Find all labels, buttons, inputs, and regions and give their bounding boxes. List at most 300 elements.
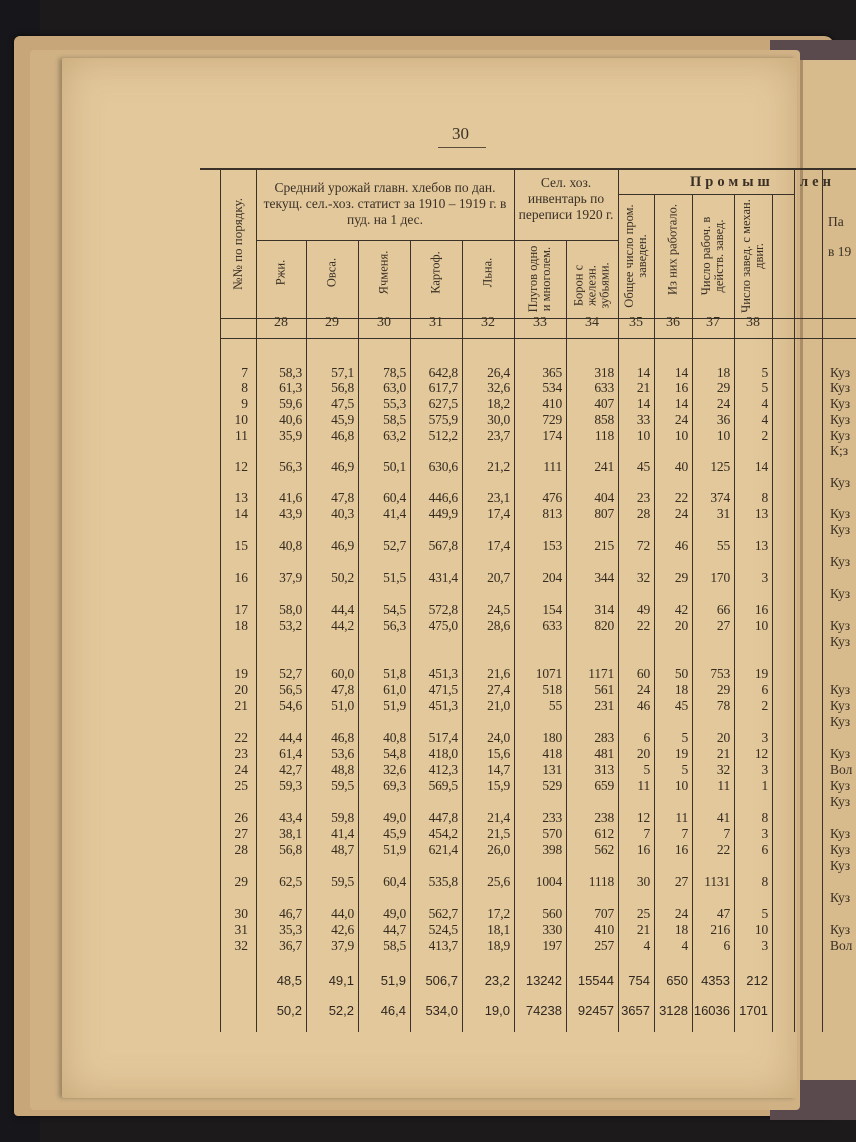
right-fragment: Куз [830, 506, 851, 521]
row-number: 17 [234, 602, 248, 617]
table-cell: 7 [681, 826, 688, 841]
table-cell: 257 [594, 938, 614, 953]
table-cell: 20 [636, 746, 650, 761]
table-cell: 131 [542, 762, 562, 777]
table-cell: 50,2 [331, 570, 354, 585]
row-number: 31 [234, 922, 248, 937]
table-cell: 407 [594, 396, 614, 411]
table-cell: 570 [542, 826, 562, 841]
table-cell: 753 [710, 666, 730, 681]
table-cell: 38,1 [279, 826, 302, 841]
table-cell: 1171 [588, 666, 614, 681]
header-col-5: Льна. [480, 257, 495, 288]
right-fragment: Куз [830, 794, 851, 809]
table-cell: 621,4 [428, 842, 458, 857]
table-cell: 48,7 [331, 842, 354, 857]
table-cell: 512,2 [428, 428, 458, 443]
table-cell: 10 [674, 428, 688, 443]
header-col-10: Число рабоч. в действ. завед. [699, 216, 726, 296]
table-cell: 5 [761, 380, 768, 395]
header-right-top: Па [828, 214, 844, 229]
table-cell: 60,0 [331, 666, 354, 681]
table-cell: 529 [542, 778, 562, 793]
header-col-6: Плугов одно и многолем. [526, 245, 553, 313]
table-cell: 125 [710, 459, 730, 474]
total-cell: 3128 [659, 1003, 688, 1018]
table-cell: 59,5 [331, 778, 354, 793]
table-cell: 21,4 [487, 810, 510, 825]
table-cell: 24 [674, 906, 688, 921]
total-cell: 92457 [577, 1003, 614, 1018]
table-cell: 32,6 [487, 380, 510, 395]
column-number: 36 [666, 315, 680, 330]
table-cell: 233 [542, 810, 562, 825]
table-cell: 475,0 [428, 618, 458, 633]
table-cell: 6 [761, 682, 768, 697]
table-cell: 1 [761, 778, 768, 793]
column-number: 28 [274, 315, 288, 330]
row-number: 14 [234, 506, 248, 521]
table-cell: 44,4 [279, 730, 302, 745]
table-cell: 6 [761, 842, 768, 857]
header-right-sub: в 19 [828, 244, 852, 259]
table-cell: 431,4 [428, 570, 458, 585]
table-cell: 10 [716, 428, 730, 443]
table-cell: 35,9 [279, 428, 302, 443]
table-cell: 26,4 [487, 365, 510, 380]
table-cell: 20 [674, 618, 688, 633]
table-cell: 27 [716, 618, 730, 633]
row-number: 19 [234, 666, 248, 681]
row-number: 30 [234, 906, 248, 921]
table-cell: 18 [674, 922, 688, 937]
right-fragment: Куз [830, 778, 851, 793]
table-cell: 451,3 [428, 666, 458, 681]
total-cell: 4353 [701, 973, 730, 988]
table-cell: 55,3 [383, 396, 406, 411]
table-cell: 63,0 [383, 380, 406, 395]
table-cell: 111 [543, 459, 562, 474]
table-cell: 35,3 [279, 922, 302, 937]
table-cell: 2 [761, 428, 768, 443]
table-cell: 30 [636, 874, 650, 889]
column-number: 33 [533, 315, 547, 330]
row-number: 29 [234, 874, 248, 889]
table-cell: 28 [636, 506, 650, 521]
table-cell: 51,9 [383, 698, 406, 713]
total-cell: 48,5 [276, 973, 302, 988]
column-number: 32 [481, 315, 495, 330]
header-col-11: Число завед. с механ. двиг. [739, 199, 766, 313]
table-cell: 36,7 [279, 938, 302, 953]
table-cell: 4 [761, 412, 768, 427]
table-cell: 30,0 [487, 412, 510, 427]
row-number: 12 [234, 459, 248, 474]
right-fragment: Куз [830, 634, 851, 649]
total-cell: 1701 [739, 1003, 768, 1018]
table-cell: 29 [674, 570, 688, 585]
table-cell: 16 [674, 842, 688, 857]
right-fragment: Куз [830, 412, 851, 427]
right-fragment: Куз [830, 522, 851, 537]
table-cell: 4 [643, 938, 650, 953]
table-cell: 17,4 [487, 538, 510, 553]
table-cell: 6 [643, 730, 650, 745]
table-cell: 314 [594, 602, 614, 617]
column-number: 34 [585, 315, 599, 330]
table-cell: 21 [716, 746, 730, 761]
total-cell: 46,4 [380, 1003, 406, 1018]
total-cell: 50,2 [276, 1003, 302, 1018]
table-cell: 40,3 [331, 506, 354, 521]
table-cell: 820 [594, 618, 614, 633]
table-cell: 180 [542, 730, 562, 745]
column-number: 29 [325, 315, 339, 330]
table-cell: 59,5 [331, 874, 354, 889]
table-cell: 627,5 [428, 396, 458, 411]
table-cell: 37,9 [331, 938, 354, 953]
table-cell: 45,9 [383, 826, 406, 841]
table-cell: 61,0 [383, 682, 406, 697]
right-fragment: Куз [830, 682, 851, 697]
total-cell: 51,9 [380, 973, 406, 988]
table-cell: 25,6 [487, 874, 510, 889]
table-cell: 518 [542, 682, 562, 697]
table-cell: 204 [542, 570, 562, 585]
table-cell: 22 [636, 618, 650, 633]
table-cell: 44,7 [383, 922, 406, 937]
table-cell: 50,1 [383, 459, 406, 474]
table-cell: 404 [594, 490, 614, 505]
table-cell: 59,3 [279, 778, 302, 793]
table-cell: 40,8 [279, 538, 302, 553]
column-rule [618, 168, 619, 1032]
row-number: 25 [234, 778, 248, 793]
table-cell: 49 [636, 602, 650, 617]
right-fragment: Куз [830, 396, 851, 411]
table-cell: 13 [754, 538, 768, 553]
table-cell: 37,9 [279, 570, 302, 585]
table-cell: 50 [674, 666, 688, 681]
table-cell: 560 [542, 906, 562, 921]
table-cell: 36 [716, 412, 730, 427]
table-cell: 24,5 [487, 602, 510, 617]
table-cell: 20 [716, 730, 730, 745]
table-cell: 41,4 [331, 826, 354, 841]
table-cell: 72 [636, 538, 650, 553]
table-cell: 14 [674, 365, 688, 380]
table-cell: 313 [594, 762, 614, 777]
table-cell: 46,9 [331, 538, 354, 553]
table-cell: 29 [716, 682, 730, 697]
table-cell: 55 [716, 538, 730, 553]
table-cell: 481 [594, 746, 614, 761]
table-cell: 612 [594, 826, 614, 841]
table-cell: 46,7 [279, 906, 302, 921]
table-cell: 49,0 [383, 906, 406, 921]
table-cell: 241 [594, 459, 614, 474]
header-col-4: Картоф. [428, 251, 443, 294]
table-cell: 454,2 [428, 826, 458, 841]
right-fragment: Куз [830, 698, 851, 713]
row-number: 28 [234, 842, 248, 857]
table-cell: 27 [674, 874, 688, 889]
table-cell: 21,0 [487, 698, 510, 713]
right-fragment: Куз [830, 890, 851, 905]
table-cell: 318 [594, 365, 614, 380]
table-cell: 8 [761, 810, 768, 825]
table-cell: 42,6 [331, 922, 354, 937]
column-number: 35 [629, 315, 643, 330]
table-cell: 59,6 [279, 396, 302, 411]
page-number-rule [438, 147, 486, 148]
total-cell: 534,0 [425, 1003, 458, 1018]
table-cell: 6 [723, 938, 730, 953]
table-cell: 23,7 [487, 428, 510, 443]
table-cell: 61,3 [279, 380, 302, 395]
row-number: 23 [234, 746, 248, 761]
table-cell: 659 [594, 778, 614, 793]
right-fragment: Куз [830, 922, 851, 937]
total-cell: 52,2 [328, 1003, 354, 1018]
right-fragment: Куз [830, 586, 851, 601]
number-row-rule [220, 338, 856, 339]
table-cell: 19 [754, 666, 768, 681]
table-cell: 42,7 [279, 762, 302, 777]
table-cell: 14 [754, 459, 768, 474]
table-cell: 58,0 [279, 602, 302, 617]
table-cell: 69,3 [383, 778, 406, 793]
table-cell: 3 [761, 570, 768, 585]
total-cell: 650 [666, 973, 688, 988]
table-cell: 1071 [535, 666, 562, 681]
table-cell: 15,9 [487, 778, 510, 793]
row-number: 18 [234, 618, 248, 633]
table-cell: 78,5 [383, 365, 406, 380]
total-cell: 506,7 [425, 973, 458, 988]
table-cell: 24 [674, 506, 688, 521]
header-col-1: Ржи. [273, 259, 288, 286]
right-fragment: Вол [830, 762, 853, 777]
table-cell: 63,2 [383, 428, 406, 443]
table-cell: 476 [542, 490, 562, 505]
table-cell: 24,0 [487, 730, 510, 745]
table-cell: 21,2 [487, 459, 510, 474]
table-cell: 449,9 [428, 506, 458, 521]
table-cell: 5 [681, 730, 688, 745]
table-cell: 21 [636, 380, 650, 395]
table-cell: 60,4 [383, 874, 406, 889]
table-cell: 54,6 [279, 698, 302, 713]
table-cell: 365 [542, 365, 562, 380]
right-fragment: Куз [830, 858, 851, 873]
row-number: 20 [234, 682, 248, 697]
table-cell: 534 [542, 380, 562, 395]
table-cell: 3 [761, 762, 768, 777]
table-cell: 54,8 [383, 746, 406, 761]
table-cell: 44,2 [331, 618, 354, 633]
right-fragment: Куз [830, 826, 851, 841]
table-cell: 18,1 [487, 922, 510, 937]
table-cell: 24 [636, 682, 650, 697]
table-cell: 154 [542, 602, 562, 617]
row-number: 11 [235, 428, 248, 443]
table-cell: 118 [594, 428, 614, 443]
table-cell: 23 [636, 490, 650, 505]
table-cell: 1004 [535, 874, 562, 889]
table-cell: 16 [636, 842, 650, 857]
table-cell: 17,4 [487, 506, 510, 521]
table-cell: 11 [637, 778, 650, 793]
table-cell: 24 [716, 396, 730, 411]
table-cell: 18,2 [487, 396, 510, 411]
table-cell: 26,0 [487, 842, 510, 857]
table-cell: 633 [542, 618, 562, 633]
table-cell: 23,1 [487, 490, 510, 505]
table-cell: 12 [754, 746, 768, 761]
table-cell: 418 [542, 746, 562, 761]
column-rule [822, 168, 823, 1032]
table-cell: 14 [636, 396, 650, 411]
total-cell: 74238 [525, 1003, 562, 1018]
total-cell: 13242 [525, 973, 562, 988]
row-number: 7 [241, 365, 248, 380]
table-cell: 8 [761, 874, 768, 889]
total-cell: 49,1 [328, 973, 354, 988]
row-number: 10 [234, 412, 248, 427]
header-harvest-group: Средний урожай главн. хлебов по дан. текущ. сел.-хоз. статист за 1910 – 1919 г. в пуд. на 1 дес. [263, 180, 507, 227]
table-cell: 471,5 [428, 682, 458, 697]
header-col-3: Ячменя. [376, 250, 391, 295]
table-cell: 29 [716, 380, 730, 395]
table-cell: 58,5 [383, 412, 406, 427]
table-cell: 61,4 [279, 746, 302, 761]
table-cell: 51,0 [331, 698, 354, 713]
table-cell: 5 [761, 365, 768, 380]
table-cell: 858 [594, 412, 614, 427]
right-fragment: Куз [830, 365, 851, 380]
table-cell: 43,4 [279, 810, 302, 825]
table-cell: 46 [636, 698, 650, 713]
table-top-rule [200, 168, 856, 170]
table-cell: 572,8 [428, 602, 458, 617]
table-cell: 630,6 [428, 459, 458, 474]
table-cell: 18 [674, 682, 688, 697]
table-cell: 46,9 [331, 459, 354, 474]
table-cell: 16 [754, 602, 768, 617]
column-number: 30 [377, 315, 391, 330]
table-cell: 48,8 [331, 762, 354, 777]
table-cell: 51,8 [383, 666, 406, 681]
table-cell: 10 [754, 922, 768, 937]
total-cell: 19,0 [484, 1003, 510, 1018]
table-cell: 5 [761, 906, 768, 921]
row-number: 8 [241, 380, 248, 395]
column-rule [514, 168, 515, 1032]
column-number: 37 [706, 315, 720, 330]
table-cell: 24 [674, 412, 688, 427]
table-cell: 524,5 [428, 922, 458, 937]
row-number: 32 [234, 938, 248, 953]
table-cell: 2 [761, 698, 768, 713]
table-cell: 807 [594, 506, 614, 521]
table-cell: 12 [636, 810, 650, 825]
table-cell: 18,9 [487, 938, 510, 953]
table-cell: 55 [548, 698, 562, 713]
table-cell: 11 [717, 778, 730, 793]
table-cell: 5 [681, 762, 688, 777]
table-cell: 47,8 [331, 682, 354, 697]
table-cell: 517,4 [428, 730, 458, 745]
table-cell: 18 [716, 365, 730, 380]
table-cell: 446,6 [428, 490, 458, 505]
table-cell: 56,3 [279, 459, 302, 474]
table-cell: 31 [716, 506, 730, 521]
table-cell: 7 [643, 826, 650, 841]
table-cell: 215 [594, 538, 614, 553]
table-cell: 21 [636, 922, 650, 937]
table-cell: 47,8 [331, 490, 354, 505]
table-cell: 53,6 [331, 746, 354, 761]
table-cell: 14 [636, 365, 650, 380]
table-cell: 28,6 [487, 618, 510, 633]
row-number: 22 [234, 730, 248, 745]
table-cell: 49,0 [383, 810, 406, 825]
table-cell: 60 [636, 666, 650, 681]
table-cell: 535,8 [428, 874, 458, 889]
table-cell: 47 [716, 906, 730, 921]
row-number: 13 [234, 490, 248, 505]
table-cell: 41,4 [383, 506, 406, 521]
table-cell: 51,9 [383, 842, 406, 857]
table-cell: 561 [594, 682, 614, 697]
total-cell: 23,2 [484, 973, 510, 988]
table-cell: 10 [674, 778, 688, 793]
table-cell: 1118 [588, 874, 614, 889]
row-number: 15 [234, 538, 248, 553]
table-cell: 53,2 [279, 618, 302, 633]
table-cell: 58,3 [279, 365, 302, 380]
table-cell: 60,4 [383, 490, 406, 505]
table-cell: 56,5 [279, 682, 302, 697]
table-cell: 54,5 [383, 602, 406, 617]
table-cell: 33 [636, 412, 650, 427]
right-fragment: Куз [830, 746, 851, 761]
table-cell: 413,7 [428, 938, 458, 953]
right-fragment: Куз [830, 714, 851, 729]
table-cell: 14,7 [487, 762, 510, 777]
table-cell: 21,5 [487, 826, 510, 841]
row-number: 24 [234, 762, 248, 777]
table-cell: 58,5 [383, 938, 406, 953]
table-cell: 216 [710, 922, 730, 937]
table-cell: 707 [594, 906, 614, 921]
table-cell: 52,7 [383, 538, 406, 553]
table-cell: 8 [761, 490, 768, 505]
table-cell: 46,8 [331, 428, 354, 443]
table-cell: 170 [710, 570, 730, 585]
table-cell: 20,7 [487, 570, 510, 585]
table-cell: 40 [674, 459, 688, 474]
table-cell: 17,2 [487, 906, 510, 921]
right-fragment: Куз [830, 428, 851, 443]
table-cell: 153 [542, 538, 562, 553]
table-cell: 633 [594, 380, 614, 395]
table-cell: 19 [674, 746, 688, 761]
page-number: 30 [452, 124, 469, 143]
right-fragment: Вол [830, 938, 853, 953]
header-inventory-group: Сел. хоз. инвентарь по переписи 1920 г. [518, 175, 614, 222]
